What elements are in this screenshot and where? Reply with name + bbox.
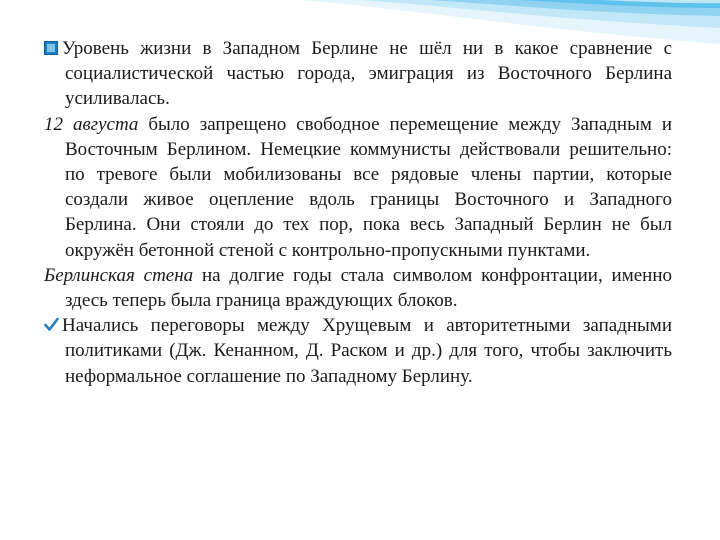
paragraph-living-standard — [44, 36, 672, 112]
slide-content — [44, 36, 672, 389]
paragraph-august-12 — [44, 112, 672, 263]
paragraph-text: Начались переговоры между Хрущевым и авторитетными западными политиками (Дж. Кенанном, Д. Раском и др.) для того, чтобы заключить неформальное соглашение по Западному Берлину. — [62, 315, 672, 387]
check-bullet-icon — [44, 313, 62, 338]
paragraph-negotiations — [44, 313, 672, 389]
paragraph-text: было запрещено свободное перемещение между Западным и Восточным Берлином. Немецкие коммунисты действовали решительно: по тревоге были мобилизованы все рядовые члены партии, которые создали живое оцепление вдоль границы Восточного и Западного Берлина. Они стояли до тех пор, пока весь Западный Берлин не был окружён бетонной стеной с контрольно-пропускными пунктами. — [65, 113, 672, 261]
square-bullet-icon — [44, 36, 62, 61]
paragraph-text: Уровень жизни в Западном Берлине не шёл ни в какое сравнение с социалистической частью города, эмиграция из Восточного Берлина усиливалась. — [62, 38, 672, 110]
paragraph-text: на долгие годы стала символом конфронтации, именно здесь теперь была граница враждующих блоков. — [65, 264, 672, 312]
paragraph-lead-term: Берлинская стена — [44, 264, 194, 286]
paragraph-lead-date: 12 августа — [44, 113, 139, 135]
paragraph-berlin-wall — [44, 263, 672, 313]
